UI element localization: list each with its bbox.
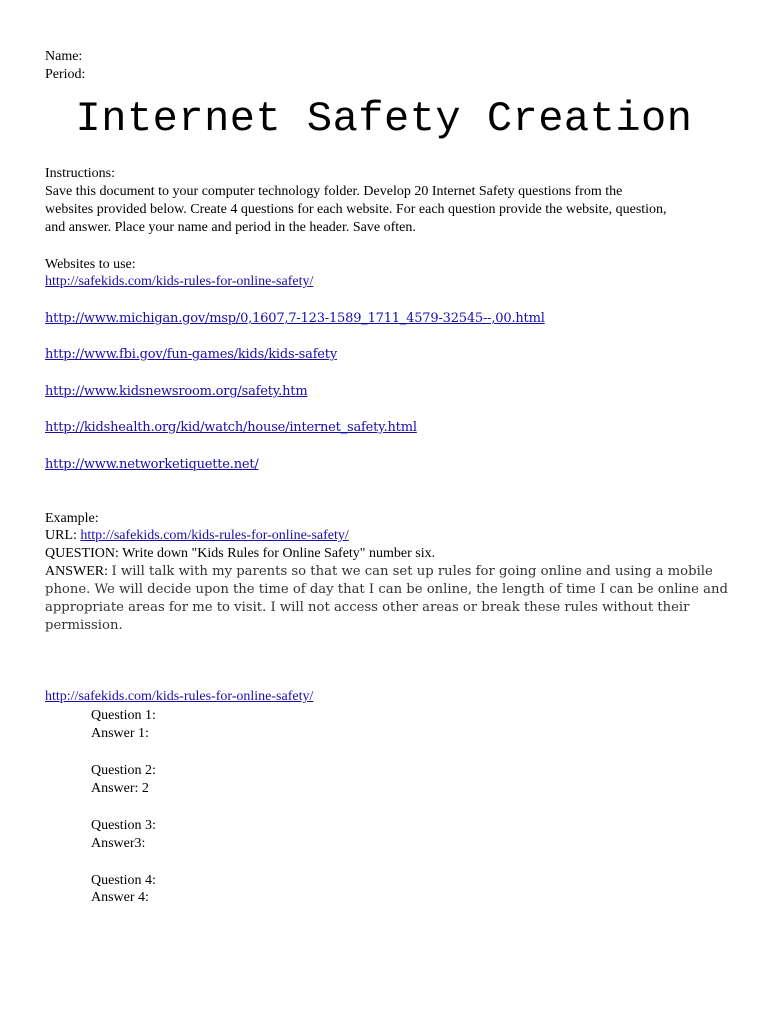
- website-link-networketiquette[interactable]: http://www.networketiquette.net/: [45, 457, 259, 472]
- section-url-link[interactable]: http://safekids.com/kids-rules-for-online-safety/: [45, 689, 314, 704]
- example-url-line: [45, 527, 349, 545]
- example-answer-text: I will talk with my parents so that we can set up rules for going online and using a mobile: [111, 564, 713, 579]
- example-answer-text: phone. We will decide upon the time of day that I can be online, the length of time I can be online and: [45, 582, 728, 597]
- example-answer-line: [45, 563, 713, 581]
- question-label: Question 3:: [91, 818, 156, 833]
- question-label: Question 1:: [91, 708, 156, 723]
- website-link-fbi[interactable]: http://www.fbi.gov/fun-games/kids/kids-safety: [45, 347, 337, 362]
- period-label: Period:: [45, 67, 86, 82]
- answer-label: Answer3:: [91, 836, 146, 851]
- page-title: Internet Safety Creation: [75, 95, 693, 143]
- example-answer-label: ANSWER:: [45, 564, 112, 579]
- answer-label: Answer: 2: [91, 781, 149, 796]
- question-label: Question 2:: [91, 763, 156, 778]
- example-heading: Example:: [45, 511, 99, 526]
- instructions-line: Save this document to your computer technology folder. Develop 20 Internet Safety questions from the: [45, 184, 623, 199]
- example-answer-text: permission.: [45, 618, 123, 633]
- instructions-line: and answer. Place your name and period in the header. Save often.: [45, 220, 416, 235]
- question-label: Question 4:: [91, 873, 156, 888]
- instructions-heading: Instructions:: [45, 166, 115, 181]
- instructions-line: websites provided below. Create 4 questions for each website. For each question provide the website, question,: [45, 202, 667, 217]
- websites-heading: Websites to use:: [45, 257, 136, 272]
- example-question: QUESTION: Write down "Kids Rules for Online Safety" number six.: [45, 546, 436, 561]
- answer-label: Answer 4:: [91, 890, 149, 905]
- website-link-michigan[interactable]: http://www.michigan.gov/msp/0,1607,7-123-1589_1711_4579-32545--,00.html: [45, 311, 545, 326]
- example-url-link[interactable]: http://safekids.com/kids-rules-for-online-safety/: [80, 528, 349, 543]
- website-link-kidshealth[interactable]: http://kidshealth.org/kid/watch/house/internet_safety.html: [45, 420, 417, 435]
- example-answer-text: appropriate areas for me to visit. I will not access other areas or break these rules without their: [45, 600, 690, 615]
- example-url-label: URL:: [45, 528, 81, 543]
- name-label: Name:: [45, 49, 83, 64]
- website-link-kidsnewsroom[interactable]: http://www.kidsnewsroom.org/safety.htm: [45, 384, 308, 399]
- answer-label: Answer 1:: [91, 726, 149, 741]
- website-link-safekids[interactable]: http://safekids.com/kids-rules-for-online-safety/: [45, 274, 314, 289]
